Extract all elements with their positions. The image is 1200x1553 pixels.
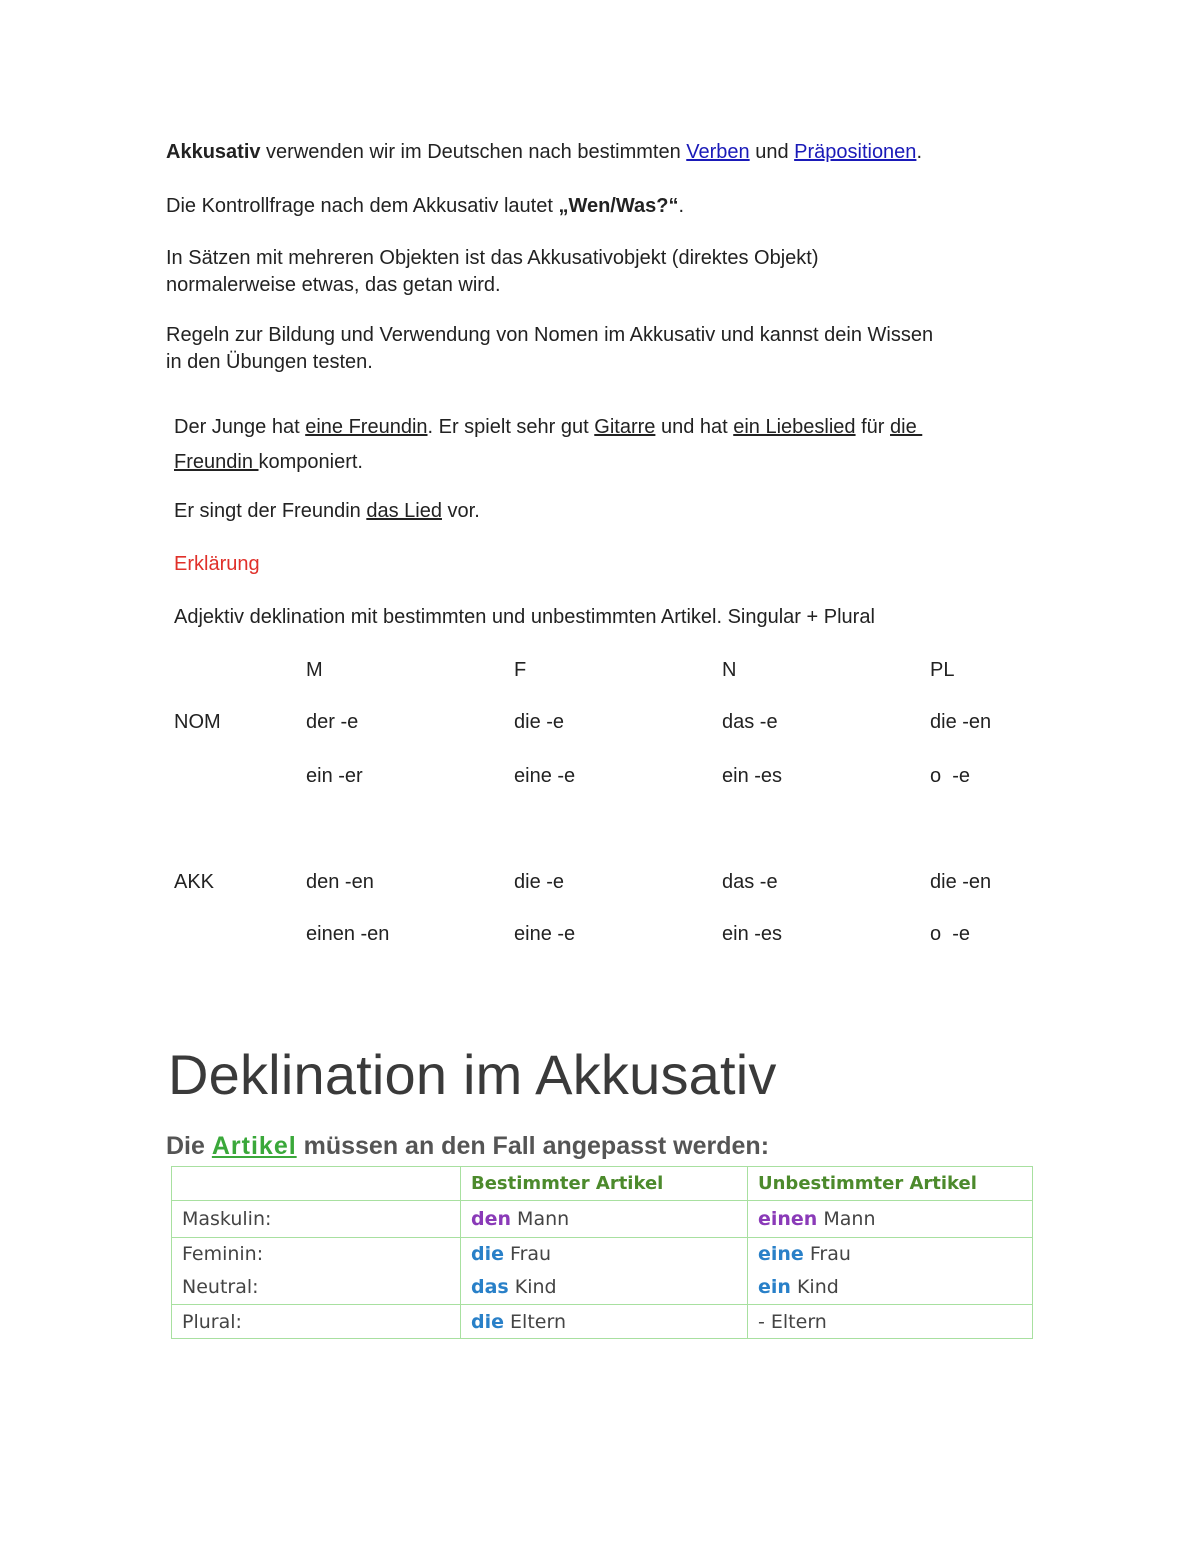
wen-was-bold: „Wen/Was?“ (558, 195, 679, 217)
intro-text: Die Kontrollfrage nach dem Akkusativ lautet (166, 195, 559, 217)
table-cell (461, 1201, 748, 1238)
link-artikel[interactable]: Artikel (211, 1132, 297, 1160)
underlined-object: Freundin (174, 451, 259, 473)
example-line (174, 445, 922, 480)
intro-text: . (678, 195, 685, 217)
paragraph-line: in den Übungen testen. (166, 351, 373, 373)
noun: Mann (511, 1208, 570, 1230)
grid-cell: den -en (306, 871, 374, 893)
intro-paragraph-3 (166, 245, 819, 299)
grid-header-f: F (514, 659, 527, 681)
article: eine (758, 1243, 804, 1265)
article: ein (758, 1276, 791, 1298)
akkusativ-bold: Akkusativ (166, 141, 261, 163)
paragraph-line: normalerweise etwas, das getan wird. (166, 274, 501, 296)
explanation-intro: Adjektiv deklination mit bestimmten und unbestimmten Artikel. Singular + Plural (174, 606, 875, 628)
grid-cell: ein -es (722, 765, 783, 787)
table-line (758, 1271, 1022, 1304)
section-title: Deklination im Akkusativ (168, 1043, 777, 1106)
paragraph-line: In Sätzen mit mehreren Objekten ist das Akkusativobjekt (direktes Objekt) (166, 247, 819, 269)
underlined-object: die (890, 416, 923, 438)
underlined-object: das Lied (366, 500, 442, 522)
grid-header-n: N (722, 659, 737, 681)
grid-cell: die -en (930, 711, 992, 733)
table-header-cell: Bestimmter Artikel (461, 1167, 748, 1201)
article: das (471, 1276, 509, 1298)
intro-paragraph-1 (166, 139, 922, 166)
intro-paragraph-2 (166, 193, 684, 220)
article: einen (758, 1208, 818, 1230)
grid-cell: eine -e (514, 765, 576, 787)
underlined-object: Gitarre (594, 416, 656, 438)
grid-cell: das -e (722, 711, 778, 733)
grid-header-m: M (306, 659, 323, 681)
article: die (471, 1310, 504, 1333)
row-label: Feminin: (182, 1243, 264, 1265)
table-cell (172, 1238, 461, 1305)
explanation-label: Erklärung (174, 553, 260, 575)
intro-text: . (916, 141, 922, 163)
example-line (174, 410, 922, 445)
table-header-cell: Unbestimmter Artikel (748, 1167, 1033, 1201)
table-header-row (172, 1167, 1033, 1201)
subtitle-text: Die (166, 1132, 212, 1160)
grid-cell: o -e (930, 765, 971, 787)
intro-text: und (749, 141, 795, 163)
example-text: für (855, 416, 891, 438)
row-label: Neutral: (182, 1276, 259, 1298)
grid-cell: der -e (306, 711, 359, 733)
table-row (172, 1305, 1033, 1339)
link-verben[interactable]: Verben (686, 141, 750, 163)
table-cell (461, 1305, 748, 1339)
intro-text: verwenden wir im Deutschen nach bestimmten (260, 141, 687, 163)
grid-cell: o -e (930, 923, 971, 945)
article: die (471, 1243, 504, 1265)
example-text: komponiert. (258, 451, 363, 473)
intro-paragraph-4 (166, 322, 933, 376)
table-line (471, 1238, 737, 1271)
row-label: Maskulin: (172, 1201, 461, 1238)
grid-cell: das -e (722, 871, 778, 893)
paragraph-line: Regeln zur Bildung und Verwendung von Nomen im Akkusativ und kannst dein Wissen (166, 324, 934, 346)
example-text: . Er spielt sehr gut (427, 416, 595, 438)
noun: Kind (790, 1276, 839, 1298)
table-line (471, 1271, 737, 1304)
grid-cell: die -en (930, 871, 992, 893)
underlined-object: eine Freundin (305, 416, 428, 438)
noun: Kind (508, 1276, 557, 1298)
noun: Frau (504, 1243, 552, 1265)
table-row (172, 1238, 1033, 1305)
grid-row-label-nom: NOM (174, 711, 221, 733)
section-subtitle (166, 1132, 769, 1161)
row-label: Plural: (172, 1305, 461, 1339)
grid-cell: ein -es (722, 923, 783, 945)
grid-header-pl: PL (930, 659, 955, 681)
example-sentence-1 (174, 410, 922, 480)
table-cell: - Eltern (748, 1305, 1033, 1339)
link-praepositionen[interactable]: Präpositionen (794, 141, 917, 163)
noun: Mann (817, 1208, 876, 1230)
grid-row-label-akk: AKK (174, 871, 215, 893)
table-cell (748, 1201, 1033, 1238)
example-text: vor. (441, 500, 480, 522)
table-cell (461, 1238, 748, 1305)
example-text: Er singt der Freundin (174, 500, 367, 522)
grid-cell: eine -e (514, 923, 576, 945)
grid-cell: die -e (514, 711, 565, 733)
example-text: und hat (655, 416, 734, 438)
grid-cell: einen -en (306, 923, 390, 945)
noun: Eltern (504, 1310, 566, 1333)
table-header-cell (172, 1167, 461, 1201)
article-table (171, 1166, 1033, 1339)
grid-cell: ein -er (306, 765, 363, 787)
example-sentence-2 (174, 498, 480, 525)
noun: Frau (803, 1243, 851, 1265)
underlined-object: ein Liebeslied (733, 416, 856, 438)
subtitle-text: müssen an den Fall angepasst werden: (296, 1132, 770, 1160)
table-cell (748, 1238, 1033, 1305)
grid-cell: die -e (514, 871, 565, 893)
table-row (172, 1201, 1033, 1238)
example-text: Der Junge hat (174, 416, 306, 438)
table-line (758, 1238, 1022, 1271)
article: den (471, 1208, 512, 1230)
